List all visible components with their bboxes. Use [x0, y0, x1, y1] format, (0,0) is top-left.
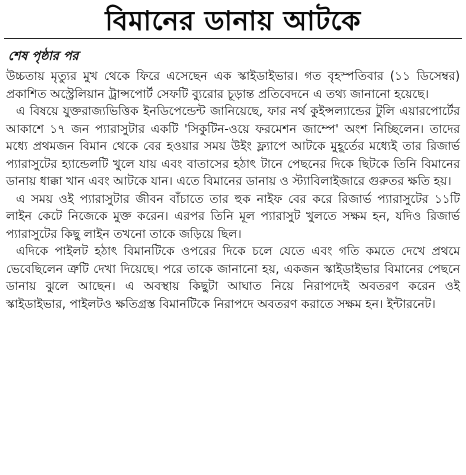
paragraph-3: এ সময় ওই প্যারাসুটার জীবন বাঁচাতে তার হুক নাইফ বের করে রিজার্ভ প্যারাসুটের ১১টি লাইন কেটে নিজেকে মুক্ত করেন। এরপর তিনি মূল প্যারাসুট খুলতে সক্ষম হন, যদিও রিজার্ভ প্যারাসুটের কিছু লাইন তখনো তাকে জড়িয়ে ছিল। — [6, 191, 460, 241]
continued-from-label: শেষ পৃষ্ঠার পর — [8, 48, 79, 63]
article-body — [6, 68, 460, 313]
paragraph-1: উচ্চতায় মৃত্যুর মুখ থেকে ফিরে এসেছেন এক স্কাইডাইভার। গত বৃহস্পতিবার (১১ ডিসেম্বর) প্রকাশিত অস্ট্রেলিয়ান ট্রান্সপোর্ট সেফটি ব্যুরোর চূড়ান্ত প্রতিবেদনে এ তথ্য জানানো হয়েছে। — [6, 69, 460, 101]
paragraph-2: এ বিষয়ে যুক্তরাজ্যভিত্তিক ইনডিপেন্ডেন্ট জানিয়েছে, ফার নর্থ কুইন্সল্যান্ডের টুলি এয়ারপোর্টের আকাশে ১৭ জন প্যারাসুটার একটি 'সিকুটিন-ওয়ে ফরমেশন জাম্পে' অংশ নিচ্ছিলেন। তাদের মধ্যে প্রথমজন বিমান থেকে বের হওয়ার সময় উইং ফ্ল্যাপে আটকে মুহূর্তের মধ্যেই তার রিজার্ভ প্যারাসুটের হ্যান্ডেলটি খুলে যায় এবং বাতাসের হঠাৎ টানে পেছনের দিকে ছিটকে তিনি বিমানের ডানায় ধাক্কা খান এবং আটকে যান। এতে বিমানের ডানায় ও স্ট্যাবিলাইজারে গুরুতর ক্ষতি হয়। — [6, 104, 460, 188]
headline-divider — [4, 38, 462, 39]
paragraph-4: এদিকে পাইলট হঠাৎ বিমানটিকে ওপরের দিকে চলে যেতে এবং গতি কমতে দেখে প্রথমে ভেবেছিলেন ত্রুটি দেখা দিয়েছে। পরে তাকে জানানো হয়, একজন স্কাইডাইভার বিমানের পেছনে ডানায় ঝুলে আছেন। এ অবস্থায় কিছুটা আঘাত নিয়ে নিরাপদেই অবতরণ করেন ওই স্কাইডাইভার, পাইলটও ক্ষতিগ্রস্ত বিমানটিকে নিরাপদে অবতরণ করাতে সক্ষম হন। ইন্টারনেট। — [6, 244, 460, 311]
headline: বিমানের ডানায় আটকে — [105, 6, 361, 37]
